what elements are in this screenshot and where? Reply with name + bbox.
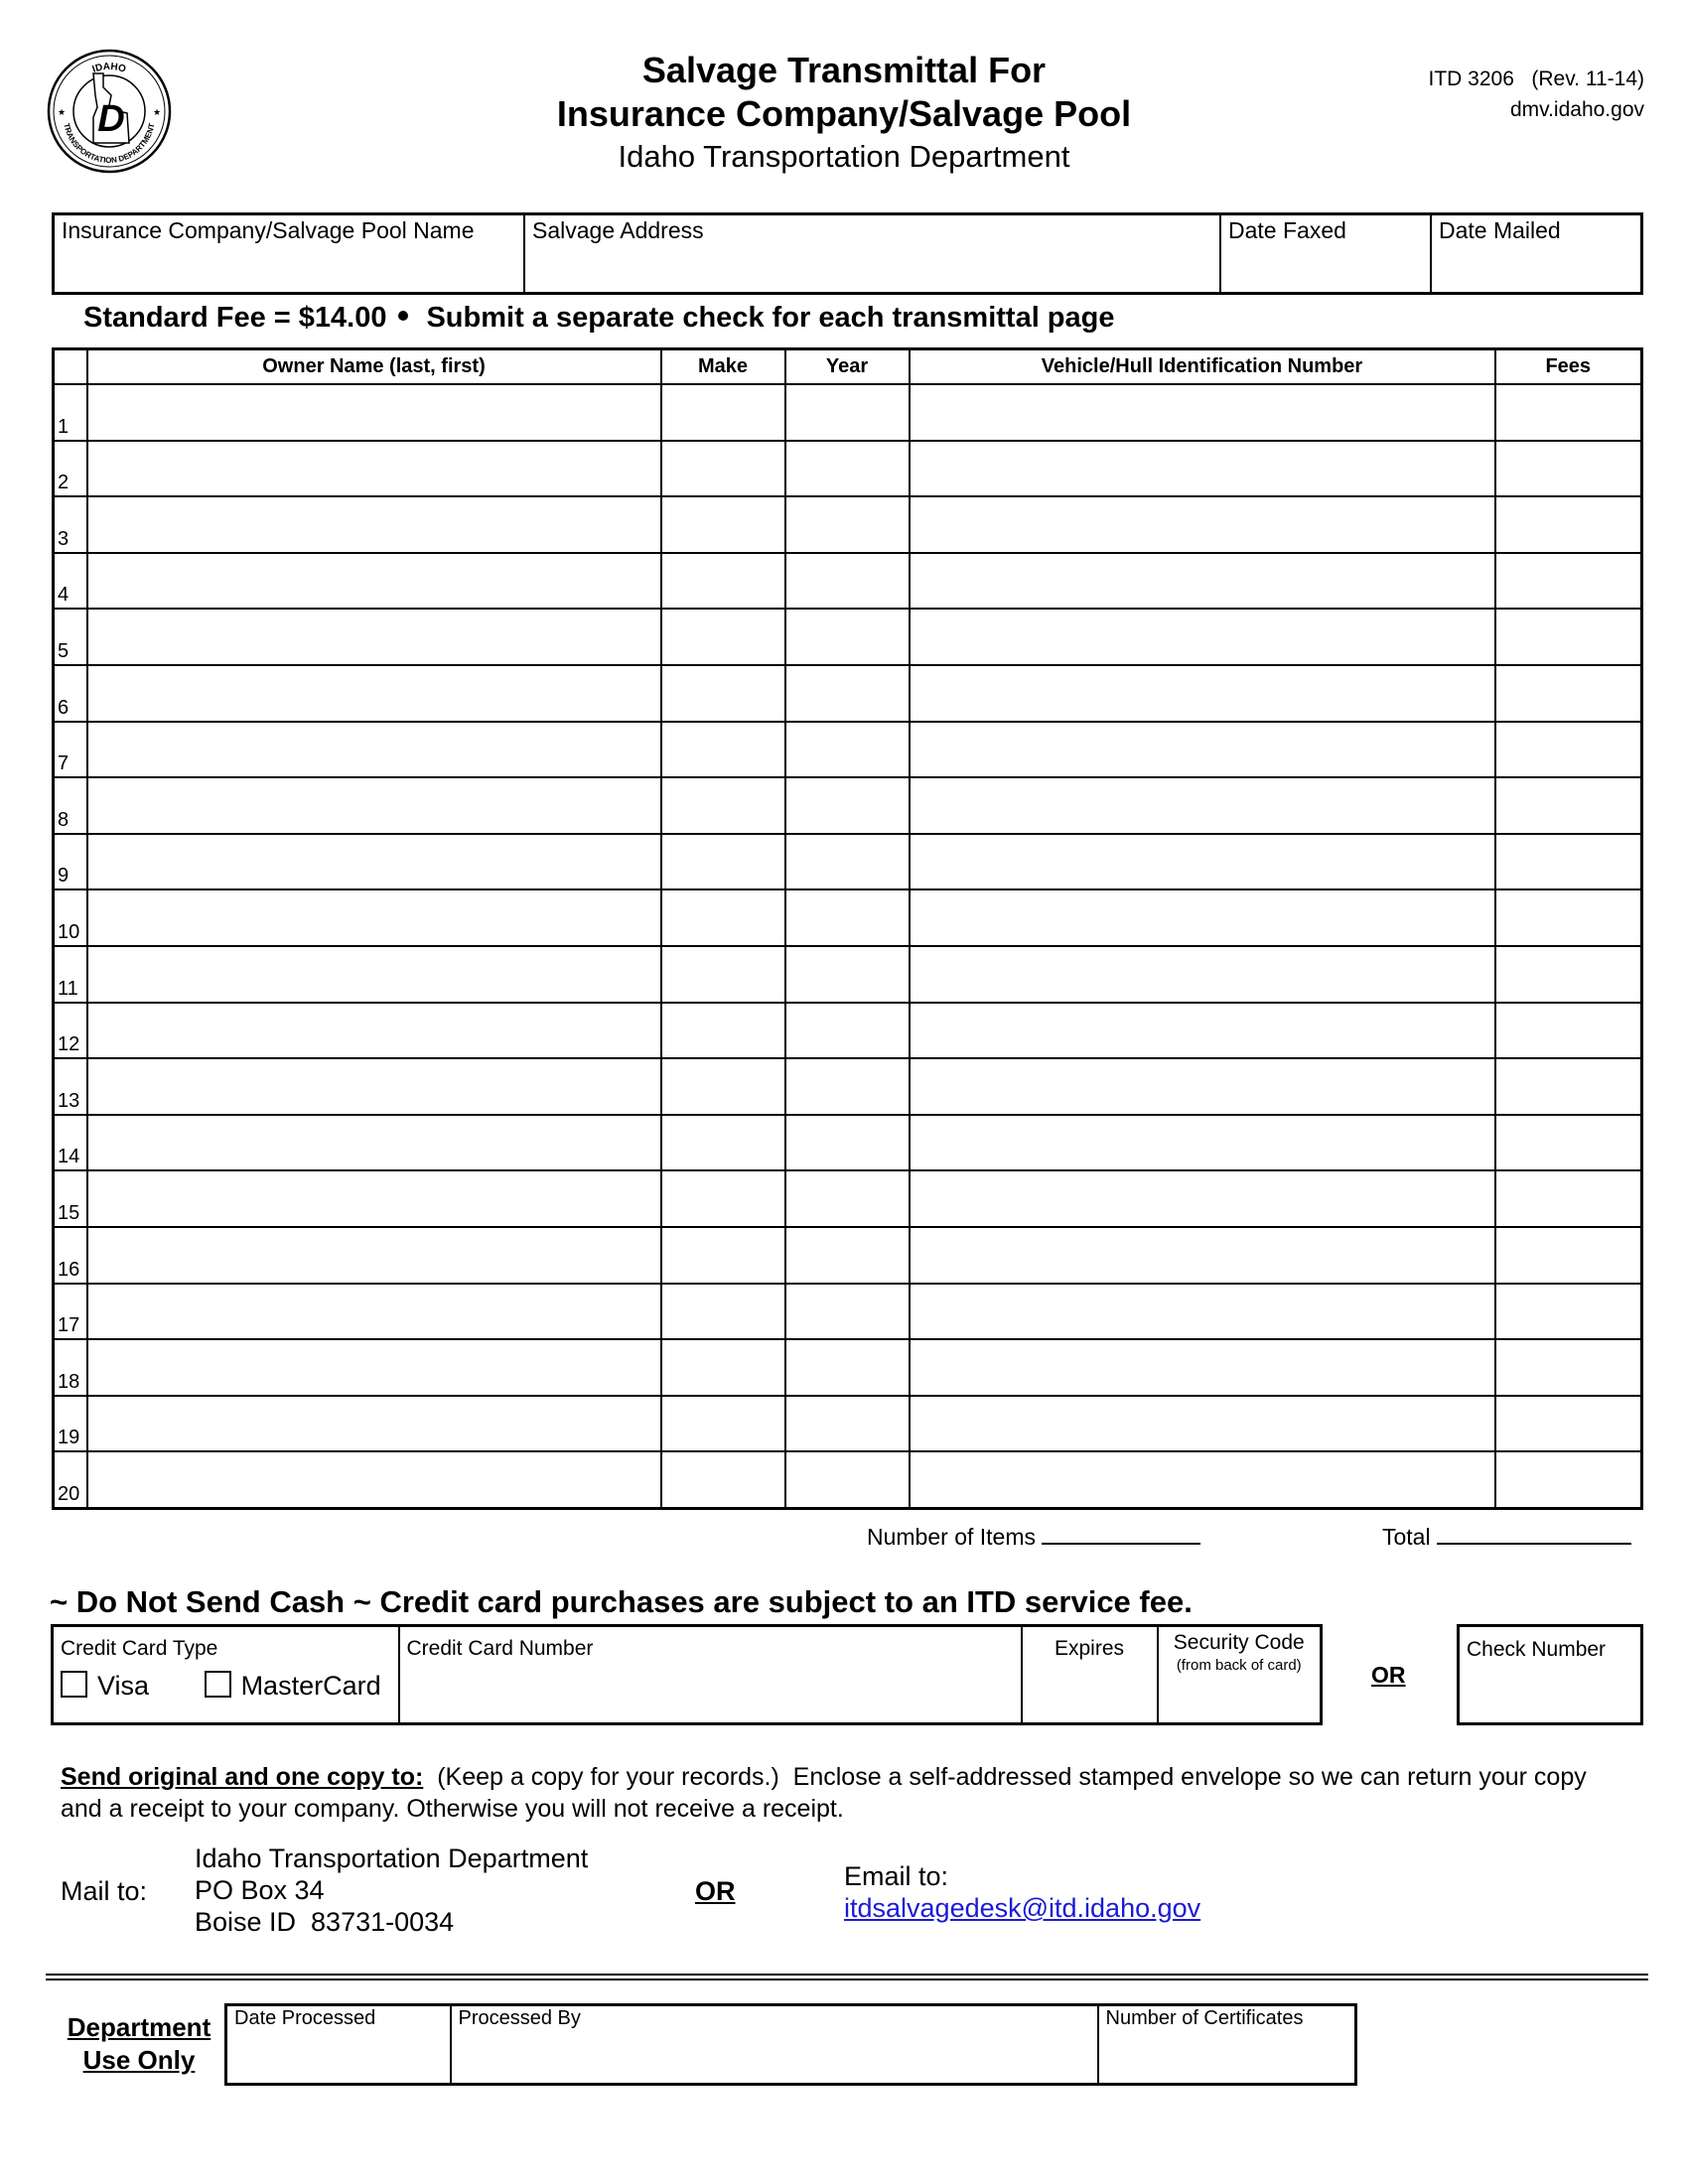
table-row [54,1170,1642,1227]
address-line2: PO Box 34 [195,1875,325,1905]
year-cell[interactable] [785,777,910,834]
visa-label: Visa [97,1671,150,1701]
check-number-field[interactable] [1457,1624,1643,1725]
table-row [54,609,1642,665]
department-name: Idaho Transportation Department [618,139,1070,174]
make-cell[interactable] [661,834,785,890]
vin-cell[interactable] [910,1115,1495,1171]
table-row [54,1451,1642,1508]
year-cell[interactable] [785,1227,910,1284]
total-label: Total [1382,1524,1431,1550]
table-row [54,946,1642,1003]
vin-cell[interactable] [910,441,1495,497]
owner-name-cell[interactable] [87,1170,661,1227]
fees-cell[interactable] [1495,609,1642,665]
year-cell[interactable] [785,1115,910,1171]
fees-cell[interactable] [1495,496,1642,553]
vin-cell[interactable] [910,1284,1495,1340]
owner-name-cell[interactable] [87,441,661,497]
number-of-items-field[interactable] [1042,1521,1200,1545]
svg-text:★: ★ [153,107,162,117]
expires-label: Expires [1054,1637,1125,1660]
year-cell[interactable] [785,441,910,497]
year-cell[interactable] [785,1003,910,1059]
address-line1: Idaho Transportation Department [195,1843,589,1873]
fees-cell[interactable] [1495,1396,1642,1452]
table-row [54,1396,1642,1452]
header-year: Year [785,349,910,385]
seal-top-text: IDAHO [90,61,128,75]
row-number: 5 [54,609,87,665]
row-number: 10 [54,889,87,946]
salvage-address-field[interactable] [524,214,1220,294]
seal-letter: D [97,98,125,140]
bullet-icon [398,311,408,321]
make-cell[interactable] [661,1003,785,1059]
company-info-box [52,212,1643,295]
header-owner-name: Owner Name (last, first) [87,349,661,385]
company-name-field[interactable] [54,214,525,294]
fees-cell[interactable] [1495,1227,1642,1284]
make-cell[interactable] [661,1396,785,1452]
itd-seal-logo [46,48,173,175]
mailing-address [195,1843,588,1938]
email-label: Email to: [844,1861,949,1891]
owner-name-cell[interactable] [87,1339,661,1396]
processed-by-label: Processed By [458,2007,581,2029]
fees-cell[interactable] [1495,1451,1642,1508]
row-number: 7 [54,722,87,778]
total-field[interactable] [1437,1521,1631,1545]
vin-cell[interactable] [910,1227,1495,1284]
table-row [54,665,1642,722]
year-cell[interactable] [785,834,910,890]
year-cell[interactable] [785,1058,910,1115]
vin-cell[interactable] [910,496,1495,553]
send-instructions [61,1761,1610,1825]
make-cell[interactable] [661,1284,785,1340]
fees-cell[interactable] [1495,834,1642,890]
owner-name-cell[interactable] [87,496,661,553]
make-cell[interactable] [661,1227,785,1284]
mail-to-label: Mail to: [61,1876,148,1906]
send-text: (Keep a copy for your records.) Enclose a self-addressed stamped envelope so we can return your copy and a receipt to your company. Otherwise you will not receive a receipt. [61,1763,1594,1823]
fee-instruction: Submit a separate check for each transmittal page [426,302,1115,334]
header-make: Make [661,349,785,385]
year-cell[interactable] [785,553,910,610]
fees-cell[interactable] [1495,1170,1642,1227]
make-cell[interactable] [661,1451,785,1508]
vin-cell[interactable] [910,834,1495,890]
table-row [54,1003,1642,1059]
fees-cell[interactable] [1495,946,1642,1003]
email-link[interactable]: itdsalvagedesk@itd.idaho.gov [844,1893,1201,1923]
owner-name-cell[interactable] [87,1003,661,1059]
fees-cell[interactable] [1495,722,1642,778]
vin-cell[interactable] [910,1396,1495,1452]
row-number: 3 [54,496,87,553]
credit-card-type-label: Credit Card Type [61,1637,218,1660]
mail-or: OR [695,1876,736,1906]
table-row [54,1339,1642,1396]
company-name-label: Insurance Company/Salvage Pool Name [62,217,475,243]
table-row [54,553,1642,610]
vin-cell[interactable] [910,889,1495,946]
make-cell[interactable] [661,946,785,1003]
vin-cell[interactable] [910,609,1495,665]
website: dmv.idaho.gov [1509,98,1644,121]
year-cell[interactable] [785,1451,910,1508]
year-cell[interactable] [785,946,910,1003]
date-mailed-field[interactable] [1431,214,1642,294]
date-faxed-field[interactable] [1220,214,1431,294]
address-line3: Boise ID 83731-0034 [195,1907,455,1937]
year-cell[interactable] [785,665,910,722]
vin-cell[interactable] [910,1451,1495,1508]
seal-bottom-text: TRANSPORTATION DEPARTMENT [62,122,157,166]
year-cell[interactable] [785,384,910,441]
fees-cell[interactable] [1495,1058,1642,1115]
make-cell[interactable] [661,553,785,610]
row-number: 1 [54,384,87,441]
fees-cell[interactable] [1495,1339,1642,1396]
row-number: 9 [54,834,87,890]
form-title-line2: Insurance Company/Salvage Pool [556,93,1132,134]
row-number: 18 [54,1339,87,1396]
make-cell[interactable] [661,722,785,778]
fees-cell[interactable] [1495,384,1642,441]
fees-cell[interactable] [1495,441,1642,497]
owner-name-cell[interactable] [87,553,661,610]
row-number: 11 [54,946,87,1003]
fees-cell[interactable] [1495,1115,1642,1171]
make-cell[interactable] [661,1170,785,1227]
security-code-label: Security Code [1173,1631,1305,1654]
header-fees: Fees [1495,349,1642,385]
fee-line [83,302,1115,335]
mastercard-checkbox[interactable] [205,1671,231,1698]
make-cell[interactable] [661,1115,785,1171]
mastercard-label: MasterCard [240,1671,381,1701]
make-cell[interactable] [661,1058,785,1115]
year-cell[interactable] [785,609,910,665]
table-row [54,1058,1642,1115]
owner-name-cell[interactable] [87,1058,661,1115]
owner-name-cell[interactable] [87,946,661,1003]
owner-name-cell[interactable] [87,834,661,890]
header-vin: Vehicle/Hull Identification Number [910,349,1495,385]
department-use-line1: Department [67,2012,211,2042]
year-cell[interactable] [785,722,910,778]
security-code-note: (from back of card) [1176,1657,1302,1674]
date-processed-label: Date Processed [234,2007,376,2029]
visa-checkbox[interactable] [61,1671,87,1698]
svg-text:★: ★ [58,107,67,117]
date-faxed-label: Date Faxed [1228,217,1346,243]
row-number: 13 [54,1058,87,1115]
department-use-only [60,2011,218,2077]
fees-cell[interactable] [1495,1284,1642,1340]
expires-field[interactable] [1022,1626,1158,1724]
vin-cell[interactable] [910,946,1495,1003]
credit-card-type-cell [53,1626,399,1724]
vehicle-table-header [54,349,1642,385]
vin-cell[interactable] [910,553,1495,610]
date-mailed-label: Date Mailed [1439,217,1561,243]
year-cell[interactable] [785,1396,910,1452]
make-cell[interactable] [661,665,785,722]
certificates-field[interactable] [1098,2005,1356,2085]
table-row [54,496,1642,553]
row-number: 16 [54,1227,87,1284]
row-number: 19 [54,1396,87,1452]
make-cell[interactable] [661,777,785,834]
number-of-items [867,1521,1200,1551]
owner-name-cell[interactable] [87,1396,661,1452]
owner-name-cell[interactable] [87,1451,661,1508]
owner-name-cell[interactable] [87,1115,661,1171]
divider [46,1974,1648,1976]
vin-cell[interactable] [910,1058,1495,1115]
vin-cell[interactable] [910,1170,1495,1227]
vehicle-table [52,347,1643,1510]
make-cell[interactable] [661,384,785,441]
make-cell[interactable] [661,441,785,497]
table-row [54,441,1642,497]
vin-cell[interactable] [910,777,1495,834]
owner-name-cell[interactable] [87,609,661,665]
date-processed-field[interactable] [226,2005,451,2085]
fees-cell[interactable] [1495,777,1642,834]
credit-card-box [51,1624,1323,1725]
make-cell[interactable] [661,889,785,946]
make-cell[interactable] [661,609,785,665]
fees-cell[interactable] [1495,889,1642,946]
table-row [54,1284,1642,1340]
year-cell[interactable] [785,496,910,553]
year-cell[interactable] [785,889,910,946]
table-row [54,722,1642,778]
owner-name-cell[interactable] [87,777,661,834]
certificates-label: Number of Certificates [1105,2007,1304,2029]
credit-card-number-label: Credit Card Number [406,1637,594,1660]
owner-name-cell[interactable] [87,722,661,778]
check-number-label: Check Number [1467,1638,1607,1661]
credit-card-number-field[interactable] [399,1626,1022,1724]
form-id-block [1429,64,1644,125]
number-of-items-label: Number of Items [867,1524,1036,1550]
vin-cell[interactable] [910,665,1495,722]
row-number: 2 [54,441,87,497]
email-block [844,1860,1200,1924]
vin-cell[interactable] [910,384,1495,441]
department-use-box [224,2003,1357,2086]
owner-name-cell[interactable] [87,889,661,946]
row-number: 17 [54,1284,87,1340]
owner-name-cell[interactable] [87,384,661,441]
security-code-field[interactable] [1158,1626,1322,1724]
make-cell[interactable] [661,496,785,553]
standard-fee: Standard Fee = $14.00 [83,302,387,334]
table-row [54,777,1642,834]
header-row-number [54,349,87,385]
owner-name-cell[interactable] [87,1284,661,1340]
payment-or: OR [1371,1662,1406,1688]
form-id: ITD 3206 (Rev. 11-14) [1428,68,1644,90]
table-row [54,384,1642,441]
year-cell[interactable] [785,1170,910,1227]
make-cell[interactable] [661,1339,785,1396]
vin-cell[interactable] [910,1339,1495,1396]
vin-cell[interactable] [910,1003,1495,1059]
row-number: 6 [54,665,87,722]
row-number: 8 [54,777,87,834]
fees-cell[interactable] [1495,1003,1642,1059]
salvage-address-label: Salvage Address [532,217,704,243]
row-number: 15 [54,1170,87,1227]
owner-name-cell[interactable] [87,665,661,722]
cash-warning: ~ Do Not Send Cash ~ Credit card purchases are subject to an ITD service fee. [50,1584,1193,1619]
processed-by-field[interactable] [451,2005,1098,2085]
year-cell[interactable] [785,1339,910,1396]
vin-cell[interactable] [910,722,1495,778]
row-number: 4 [54,553,87,610]
row-number: 14 [54,1115,87,1171]
table-row [54,1115,1642,1171]
total [1382,1521,1631,1551]
table-row [54,834,1642,890]
row-number: 20 [54,1451,87,1508]
year-cell[interactable] [785,1284,910,1340]
divider [46,1979,1648,1980]
table-row [54,889,1642,946]
row-number: 12 [54,1003,87,1059]
fees-cell[interactable] [1495,665,1642,722]
send-lead: Send original and one copy to: [61,1763,424,1791]
table-row [54,1227,1642,1284]
fees-cell[interactable] [1495,553,1642,610]
owner-name-cell[interactable] [87,1227,661,1284]
form-title-line1: Salvage Transmittal For [641,50,1047,90]
department-use-line2: Use Only [82,2045,196,2075]
